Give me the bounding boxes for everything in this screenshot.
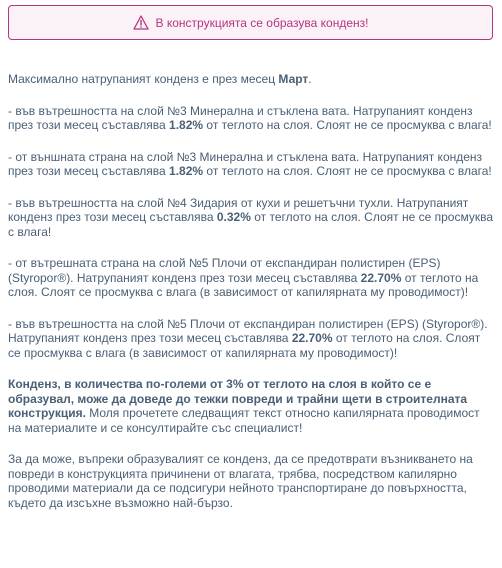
item-text: от теглото на слоя. Слоят не се просмуква с влага! [203, 164, 492, 178]
warning-triangle-icon [133, 15, 149, 30]
item-text: от теглото на слоя. Слоят се просмуква с влага (в зависимост от капилярната му проводимост)! [8, 331, 481, 360]
capillary-note [8, 452, 496, 510]
alert-message: В конструкцията се образува конденз! [155, 15, 369, 30]
max-condensation-summary [8, 72, 496, 87]
layer-condensation-item [8, 104, 496, 133]
item-percent: 1.82% [169, 164, 204, 178]
note-text: За да може, въпреки образувалият се конденз, да се предотврати възникването на повреди в конструкцията причинени от влагата, трябва, посредством капилярно проводими материали да се подсигури нейното транспортиране до повърхността, където да изсъхне възможно най-бързо. [8, 452, 473, 510]
item-text: - от вътрешната страна на слой №5 Плочи от експандиран полистирен (EPS) (Styropor®). Натрупаният конденз през този месец съставлява [8, 256, 441, 285]
summary-month: Март [278, 72, 309, 86]
layer-condensation-item [8, 150, 496, 179]
item-percent: 1.82% [169, 118, 204, 132]
warning-bold-text: Конденз, в количества по-големи от 3% от теглото на слоя в който се е образувал, може да доведе до тежки повреди и трайни щети в строителната конструкция. [8, 377, 468, 420]
item-text: от теглото на слоя. Слоят не се просмуква с влага! [8, 210, 493, 239]
item-percent: 0.32% [216, 210, 251, 224]
summary-suffix: . [308, 72, 312, 86]
item-text: от теглото на слоя. Слоят се просмуква с влага (в зависимост от капилярната му проводимост)! [8, 270, 479, 299]
item-text: - във вътрешността на слой №5 Плочи от експандиран полистирен (EPS) (Styropor®). Натрупаният конденз през този месец съставлява [8, 316, 488, 345]
item-text: - във вътрешността на слой №4 Зидария от кухи и решетъчни тухли. Натрупаният конденз през този месец съставлява [8, 195, 469, 224]
summary-prefix: Максимално натрупаният конденз е през месец [8, 72, 279, 86]
item-text: - от външната страна на слой №3 Минерална и стъклена вата. Натрупаният конденз през този месец съставлява [8, 149, 483, 178]
condensation-report [8, 72, 496, 527]
item-text: от теглото на слоя. Слоят не се просмуква с влага! [203, 118, 492, 132]
condensation-alert [8, 5, 493, 40]
item-percent: 22.70% [360, 270, 402, 285]
item-percent: 22.70% [291, 331, 333, 345]
damage-warning [8, 377, 496, 435]
layer-condensation-item [8, 317, 496, 361]
item-text: - във вътрешността на слой №3 Минерална и стъклена вата. Натрупаният конденз през този месец съставлява [8, 103, 473, 132]
warning-normal-text: Моля прочетете следващият текст относно капилярната проводимост на материалите и се консултирайте със специалист! [8, 406, 480, 435]
layer-condensation-item [8, 196, 496, 240]
layer-condensation-item [8, 256, 496, 300]
